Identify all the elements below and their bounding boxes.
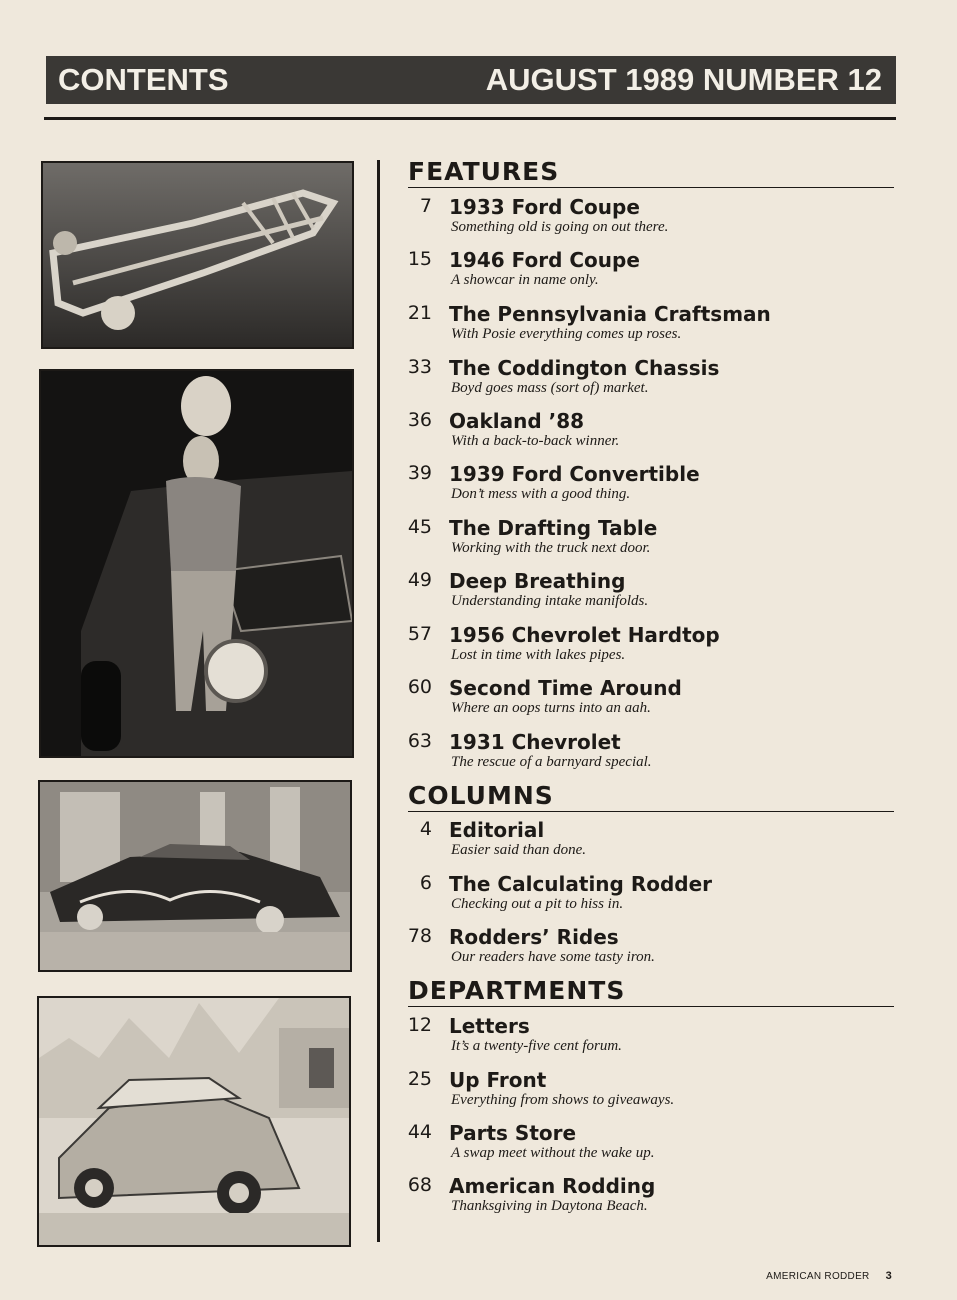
entry-title: 1933 Ford Coupe [449,195,640,219]
features-heading: FEATURES [408,158,894,188]
page-number: 21 [407,302,432,324]
publication-name: AMERICAN RODDER [766,1271,870,1282]
entry-title: Up Front [449,1068,547,1092]
entry-subtitle: With Posie everything comes up roses. [451,326,682,342]
ford-convertible-photo [37,996,351,1247]
feature-entry[interactable] [400,195,900,245]
page-number: 6 [419,872,432,894]
entry-subtitle: A swap meet without the wake up. [451,1145,655,1161]
entry-subtitle: With a back-to-back winner. [451,433,620,449]
entry-title: 1931 Chevrolet [449,730,621,754]
page-number: 49 [407,569,432,591]
entry-title: The Calculating Rodder [449,872,713,896]
entry-subtitle: A showcar in name only. [451,272,599,288]
department-entry[interactable] [400,1014,900,1064]
page-number: 39 [407,462,432,484]
entry-subtitle: Boyd goes mass (sort of) market. [451,380,649,396]
entry-subtitle: The rescue of a barnyard special. [451,754,652,770]
page-number: 25 [407,1068,432,1090]
feature-entry[interactable] [400,569,900,619]
header-banner [46,56,896,104]
page-number: 78 [407,925,432,947]
entry-title: The Pennsylvania Craftsman [449,302,771,326]
page-number: 44 [407,1121,432,1143]
feature-entry[interactable] [400,462,900,512]
entry-title: Editorial [449,818,545,842]
page-number: 12 [407,1014,432,1036]
page-number: 60 [407,676,432,698]
folio: 3 [885,1270,892,1282]
column-entry[interactable] [400,872,900,922]
entry-subtitle: Don’t mess with a good thing. [451,486,631,502]
feature-entry[interactable] [400,302,900,352]
entry-title: Deep Breathing [449,569,626,593]
entry-title: 1946 Ford Coupe [449,248,640,272]
feature-entry[interactable] [400,248,900,298]
column-entry[interactable] [400,925,900,975]
entry-subtitle: Working with the truck next door. [451,540,651,556]
page-number: 15 [407,248,432,270]
entry-title: The Coddington Chassis [449,356,720,380]
entry-title: Parts Store [449,1121,577,1145]
columns-heading: COLUMNS [408,782,894,812]
department-entry[interactable] [400,1121,900,1171]
entry-title: Letters [449,1014,530,1038]
page-number: 63 [407,730,432,752]
entry-title: American Rodding [449,1174,656,1198]
entry-title: Rodders’ Rides [449,925,619,949]
department-entry[interactable] [400,1174,900,1224]
entry-subtitle: Everything from shows to giveaways. [451,1092,675,1108]
feature-entry[interactable] [400,356,900,406]
entry-subtitle: Checking out a pit to hiss in. [451,896,624,912]
page-number: 57 [407,623,432,645]
departments-heading: DEPARTMENTS [408,977,894,1007]
page-footer [766,1270,892,1282]
header-rule [44,117,896,120]
entry-subtitle: Our readers have some tasty iron. [451,949,655,965]
page-number: 7 [419,195,432,217]
entry-subtitle: It’s a twenty-five cent forum. [451,1038,622,1054]
entry-title: Second Time Around [449,676,682,700]
entry-subtitle: Easier said than done. [451,842,586,858]
column-entry[interactable] [400,818,900,868]
page-number: 68 [407,1174,432,1196]
page-number: 33 [407,356,432,378]
entry-title: 1956 Chevrolet Hardtop [449,623,720,647]
entry-subtitle: Something old is going on out there. [451,219,669,235]
entry-title: Oakland ’88 [449,409,585,433]
feature-entry[interactable] [400,516,900,566]
issue-label: AUGUST 1989 NUMBER 12 [485,62,882,97]
entry-subtitle: Understanding intake manifolds. [451,593,649,609]
entry-subtitle: Where an oops turns into an aah. [451,700,651,716]
feature-entry[interactable] [400,623,900,673]
feature-entry[interactable] [400,676,900,726]
department-entry[interactable] [400,1068,900,1118]
entry-title: The Drafting Table [449,516,658,540]
chassis-photo [41,161,354,349]
contents-label: CONTENTS [58,62,229,97]
page-number: 4 [419,818,432,840]
chevrolet-photo [38,780,352,972]
model-photo [39,369,354,758]
page-number: 36 [407,409,432,431]
entry-subtitle: Lost in time with lakes pipes. [451,647,626,663]
entry-subtitle: Thanksgiving in Daytona Beach. [451,1198,648,1214]
entry-title: 1939 Ford Convertible [449,462,700,486]
column-divider [377,160,380,1242]
feature-entry[interactable] [400,409,900,459]
feature-entry[interactable] [400,730,900,780]
page-number: 45 [407,516,432,538]
